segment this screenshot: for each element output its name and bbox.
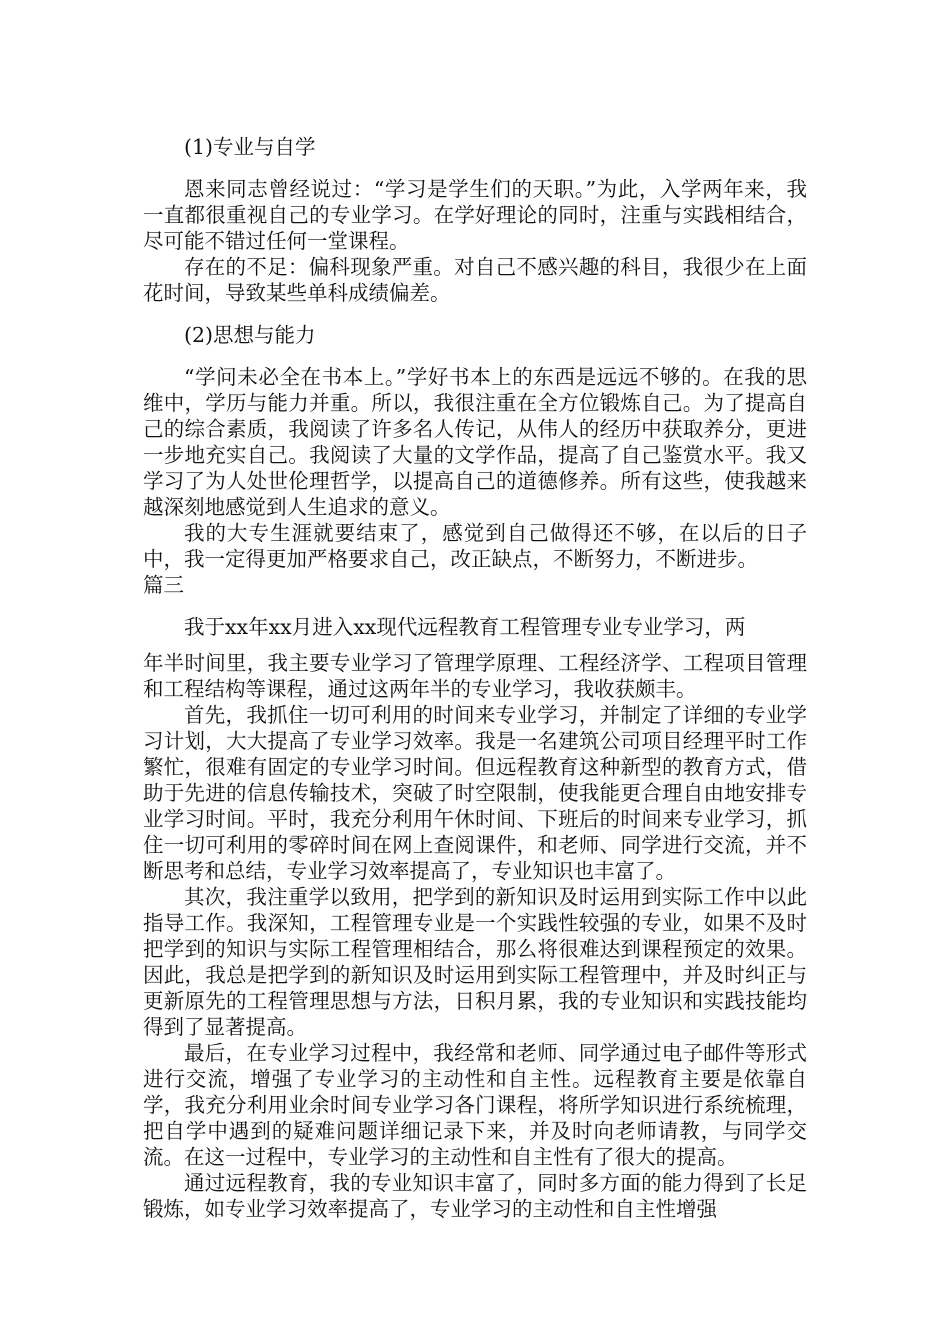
paragraph-3: “学问未必全在书本上。”学好书本上的东西是远远不够的。在我的思维中，学历与能力并重。所以，我很注重在全方位锻炼自己。为了提高自己的综合素质，我阅读了许多名人传记，从伟人的经历中获取养分，更进一步地充实自己。我阅读了大量的文学作品，提高了自己鉴赏水平。我又学习了为人处世伦理哲学，以提高自己的道德修养。所有这些，使我越来越深刻地感觉到人生追求的意义。	[143, 365, 807, 519]
paragraph-9: 通过远程教育，我的专业知识丰富了，同时多方面的能力得到了长足锻炼，如专业学习效率提高了，专业学习的主动性和自主性增强	[143, 1171, 807, 1221]
paragraph-4: 我的大专生涯就要结束了，感觉到自己做得还不够，在以后的日子中，我一定得更加严格要求自己，改正缺点，不断努力，不断进步。	[143, 521, 807, 571]
paragraph-2: 存在的不足：偏科现象严重。对自己不感兴趣的科目，我很少在上面花时间，导致某些单科成绩偏差。	[143, 255, 807, 305]
paragraph-6: 首先，我抓住一切可利用的时间来专业学习，并制定了详细的专业学习计划，大大提高了专业学习效率。我是一名建筑公司项目经理平时工作繁忙，很难有固定的专业学习时间。但远程教育这种新型的教育方式，借助于先进的信息传输技术，突破了时空限制，使我能更合理自由地安排专业学习时间。平时，我充分利用午休时间、下班后的时间来专业学习，抓住一切可利用的零碎时间在网上查阅课件，和老师、同学进行交流，并不断思考和总结，专业学习效率提高了，专业知识也丰富了。	[143, 703, 807, 883]
paragraph-1: 恩来同志曾经说过：“学习是学生们的天职。”为此，入学两年来，我一直都很重视自己的专业学习。在学好理论的同时，注重与实践相结合，尽可能不错过任何一堂课程。	[143, 177, 807, 253]
paragraph-7: 其次，我注重学以致用，把学到的新知识及时运用到实际工作中以此指导工作。我深知，工程管理专业是一个实践性较强的专业，如果不及时把学到的知识与实际工程管理相结合，那么将很难达到课程预定的效果。因此，我总是把学到的新知识及时运用到实际工程管理中，并及时纠正与更新原先的工程管理思想与方法，日积月累，我的专业知识和实践技能均得到了显著提高。	[143, 885, 807, 1039]
section-heading-1: (1)专业与自学	[184, 135, 316, 159]
section-heading-2: (2)思想与能力	[184, 323, 316, 347]
section-label-3: 篇三	[143, 573, 184, 597]
paragraph-5-continued: 年半时间里，我主要专业学习了管理学原理、工程经济学、工程项目管理和工程结构等课程，通过这两年半的专业学习，我收获颇丰。	[143, 651, 807, 701]
paragraph-5-first-line: 我于xx年xx月进入xx现代远程教育工程管理专业专业学习，两	[184, 615, 746, 639]
document-page	[143, 134, 807, 1222]
paragraph-8: 最后，在专业学习过程中，我经常和老师、同学通过电子邮件等形式进行交流，增强了专业学习的主动性和自主性。远程教育主要是依靠自学，我充分利用业余时间专业学习各门课程，将所学知识进行系统梳理，把自学中遇到的疑难问题详细记录下来，并及时向老师请教，与同学交流。在这一过程中，专业学习的主动性和自主性有了很大的提高。	[143, 1041, 807, 1169]
